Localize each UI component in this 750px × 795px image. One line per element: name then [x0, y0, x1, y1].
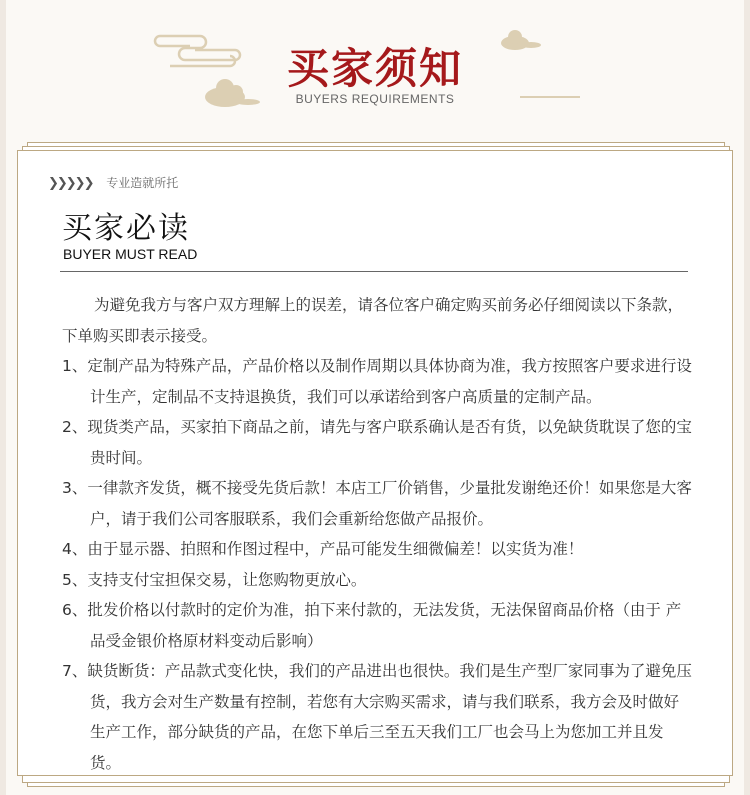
list-item: 7、缺货断货：产品款式变化快，我们的产品进出也很快。我们是生产型厂家同事为了避免压货，我方会对生产数量有控制，若您有大宗购买需求，请与我们联系，我方会及时做好生产工作，部分缺货的产品，在您下单后三至五天我们工厂也会马上为您加工并且发货。: [62, 662, 692, 772]
intro-paragraph: 为避免我方与客户双方理解上的误差，请各位客户确定购买前务必仔细阅读以下条款，下单购买即表示接受。: [62, 296, 684, 345]
section-heading-en: BUYER MUST READ: [63, 246, 198, 262]
list-item: 5、支持支付宝担保交易，让您购物更放心。: [62, 570, 367, 589]
section-heading: 买家必读: [62, 211, 190, 246]
tagline-text: 专业造就所托: [106, 176, 179, 190]
divider: [60, 271, 688, 272]
page-edge-right: [744, 0, 750, 795]
chevrons-icon: ❯❯❯❯❯: [48, 176, 93, 191]
page-title: 买家须知: [286, 44, 463, 93]
list-item: 1、定制产品为特殊产品，产品价格以及制作周期以具体协商为准，我方按照客户要求进行设计生产，定制品不支持退换货，我们可以承诺给到客户高质量的定制产品。: [62, 357, 692, 406]
list-item: 3、一律款齐发货，概不接受先货后款！本店工厂价销售，少量批发谢绝还价！如果您是大客户，请于我们公司客服联系，我们会重新给您做产品报价。: [62, 479, 692, 528]
list-item: 4、由于显示器、拍照和作图过程中，产品可能发生细微偏差！以实货为准！: [62, 540, 584, 558]
list-item: 2、现货类产品，买家拍下商品之前，请先与客户联系确认是否有货，以免缺货耽误了您的宝贵时间。: [62, 418, 692, 467]
page-subtitle: BUYERS REQUIREMENTS: [295, 92, 455, 106]
page-edge-left: [0, 0, 6, 795]
list-item: 6、批发价格以付款时的定价为准，拍下来付款的，无法发货，无法保留商品价格（由于 产品受金银价格原材料变动后影响）: [62, 601, 682, 650]
tagline: [48, 174, 178, 191]
terms-list: [62, 290, 692, 778]
